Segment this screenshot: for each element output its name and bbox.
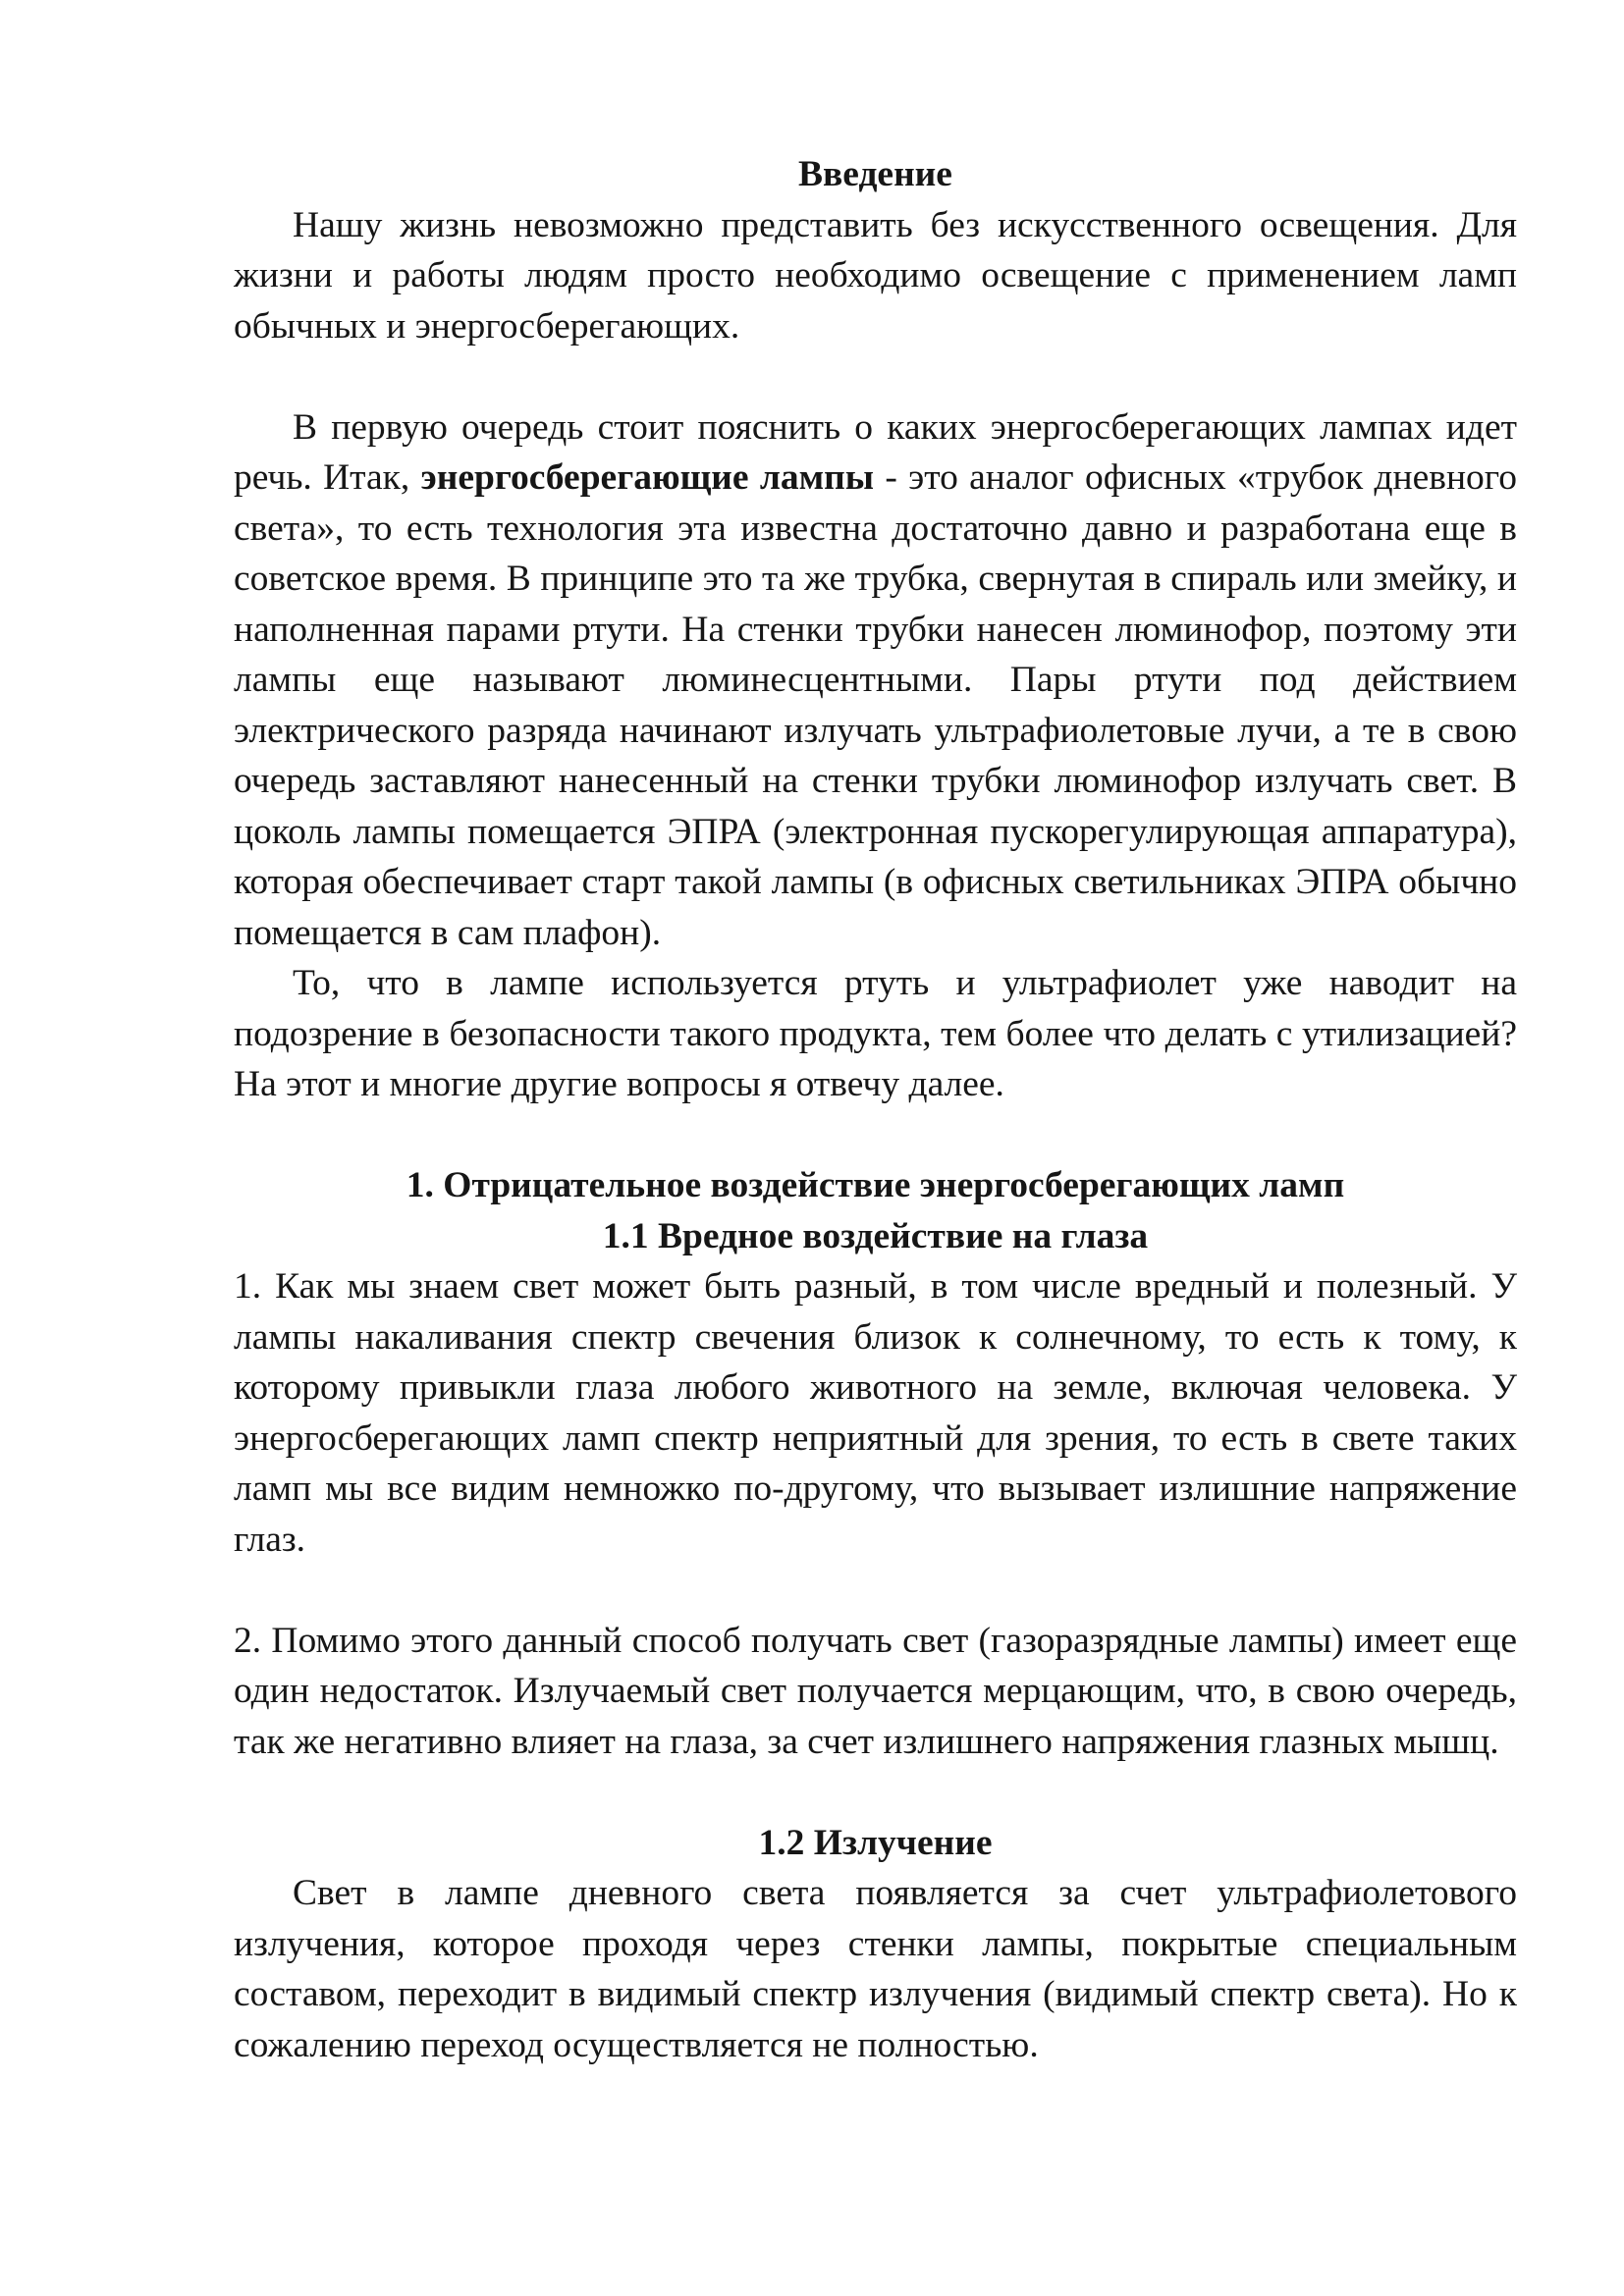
subsection-1-2-heading: 1.2 Излучение (758, 1822, 993, 1863)
intro-paragraph-3: То, что в лампе используется ртуть и ультрафиолет уже наводит на подозрение в безопасности такого продукта, тем более что делать с утилизацией? На этот и многие другие вопросы я отвечу далее. (234, 963, 1517, 1104)
list-item-1: 1. Как мы знаем свет может быть разный, в том числе вредный и полезный. У лампы накаливания спектр свечения близок к солнечному, то есть к тому, к которому привыкли глаза любого животного на земле, включая человека. У энергосберегающих ламп спектр неприятный для зрения, то есть в свете таких ламп мы все видим немножко по-другому, что вызывает излишние напряжение глаз. (234, 1266, 1517, 1560)
spacer (234, 351, 1517, 402)
subsection-1-1-heading: 1.1 Вредное воздействие на глаза (602, 1215, 1149, 1256)
spacer (234, 1767, 1517, 1818)
section-1-heading: 1. Отрицательное воздействие энергосберегающих ламп (406, 1165, 1345, 1205)
title-heading: Введение (798, 154, 952, 194)
document-page (234, 149, 1517, 2070)
subsection-1-2-paragraph: Свет в лампе дневного света появляется за счет ультрафиолетового излучения, которое проходя через стенки лампы, покрытые специальным составом, переходит в видимый спектр излучения (видимый спектр света). Но к сожалению переход осуществляется не полностью. (234, 1873, 1517, 2065)
intro-paragraph-2-start: В первую очередь стоит пояснить о каких энергосберегающих лампах идет речь. Итак, (234, 406, 1517, 498)
intro-paragraph-2 (234, 402, 1517, 959)
intro-paragraph-1: Нашу жизнь невозможно представить без искусственного освещения. Для жизни и работы людям просто необходимо освещение с применением ламп обычных и энергосберегающих. (234, 204, 1517, 347)
list-item-2: 2. Помимо этого данный способ получать свет (газоразрядные лампы) имеет еще один недостаток. Излучаемый свет получается мерцающим, что, в свою очередь, так же негативно влияет на глаза, за счет излишнего напряжения глазных мышц. (234, 1620, 1517, 1762)
spacer (234, 1110, 1517, 1161)
term-bold: энергосберегающие лампы (420, 457, 875, 498)
spacer (234, 1565, 1517, 1616)
intro-paragraph-2-end: - это аналог офисных «трубок дневного света», то есть технология эта известна достаточно давно и разработана еще в советское время. В принципе это та же трубка, свернутая в спираль или змейку, и наполненная парами ртути. На стенки трубки нанесен люминофор, поэтому эти лампы еще называют люминесцентными. Пары ртути под действием электрического разряда начинают излучать ультрафиолетовые лучи, а те в свою очередь заставляют нанесенный на стенки трубки люминофор излучать свет. В цоколь лампы помещается ЭПРА (электронная пускорегулирующая аппаратура), которая обеспечивает старт такой лампы (в офисных светильниках ЭПРА обычно помещается в сам плафон). (234, 457, 1517, 953)
